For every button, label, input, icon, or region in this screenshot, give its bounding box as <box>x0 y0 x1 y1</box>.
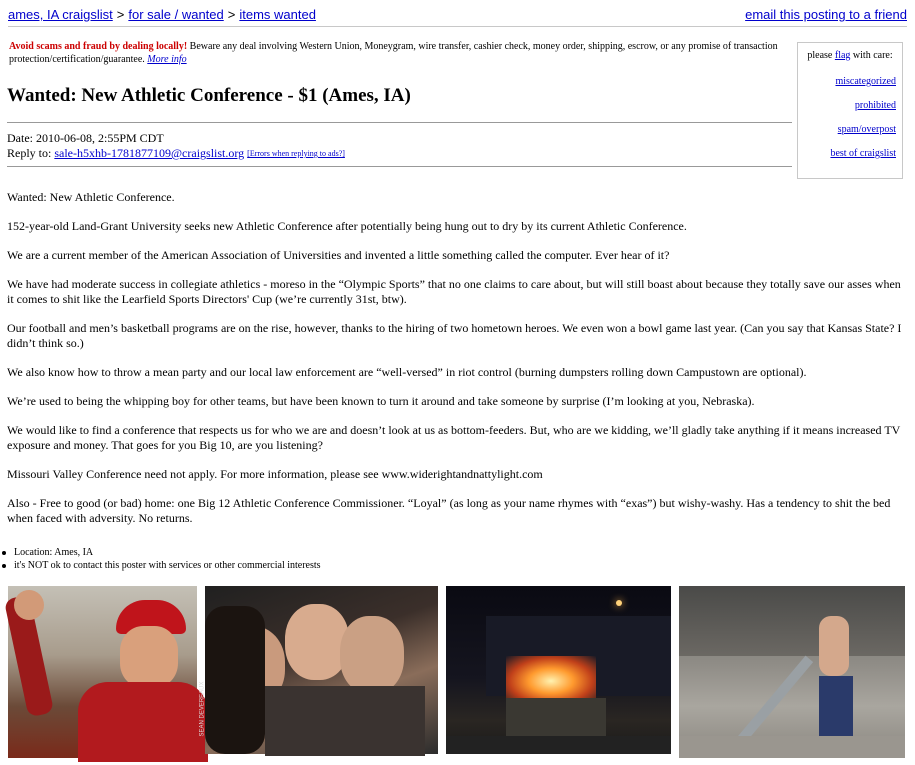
scam-warning <box>9 40 793 66</box>
body-paragraph: Missouri Valley Conference need not apply. For more information, please see www.widerightandnattylight.com <box>7 467 543 481</box>
top-navigation-bar <box>8 4 907 27</box>
posting-photo-fan[interactable] <box>8 586 197 758</box>
lamp-post <box>735 656 813 747</box>
flag-miscategorized-link[interactable]: miscategorized <box>835 76 896 87</box>
breadcrumb-subcategory-link[interactable]: items wanted <box>239 7 316 22</box>
breadcrumb-category-link[interactable]: for sale / wanted <box>128 7 224 22</box>
street-light <box>616 600 622 606</box>
flag-prefix: please <box>807 50 835 61</box>
flag-best-of-link[interactable]: best of craigslist <box>830 148 896 159</box>
flag-box <box>797 42 903 179</box>
body-paragraph: 152-year-old Land-Grant University seeks new Athletic Conference after potentially being hung out to dry by its current Athletic Conference. <box>7 219 687 233</box>
breadcrumb <box>8 7 316 22</box>
detail-contact-notice: it's NOT ok to contact this poster with services or other commercial interests <box>14 560 321 571</box>
posting-photo-fire[interactable] <box>446 586 671 754</box>
street <box>446 736 671 754</box>
flag-link[interactable]: flag <box>834 50 851 61</box>
breadcrumb-separator: > <box>227 7 236 22</box>
posting-title: Wanted: New Athletic Conference - $1 (Ames, IA) <box>7 85 411 106</box>
fan-fist <box>14 590 44 620</box>
flag-box-heading <box>804 50 896 61</box>
body-paragraph: We would like to find a conference that respects us for who we are and doesn’t look at us as bottom-feeders. But, who are we kidding, we’ll gladly take anything if it means increased TV exposure and money. That goes for you Big 10, are you listening? <box>7 423 901 452</box>
body-paragraph: We’re used to being the whipping boy for other teams, but have been known to turn it around and take someone by surprise (I’m looking at you, Nebraska). <box>7 394 755 408</box>
flag-prohibited-link[interactable]: prohibited <box>854 100 896 111</box>
body-paragraph: We have had moderate success in collegiate athletics - moreso in the “Olympic Sports” that no one claims to care about, but will still boast about because they totally save our asses when it comes to shit like the Learfield Sports Directors' Cup (we’re currently 31st, btw). <box>7 277 901 306</box>
body-paragraph: Our football and men’s basketball programs are on the rise, however, thanks to the hiring of two hometown heroes. We even won a bowl game last year. (Can you say that Kansas State? I didn’t think so.) <box>7 321 902 350</box>
email-posting-link[interactable]: email this posting to a friend <box>745 7 907 22</box>
posting-photo-party[interactable] <box>199 586 438 754</box>
photo-credit: SEAN DEVEREAUX <box>199 681 206 737</box>
body-paragraph: We are a current member of the American Association of Universities and invented a little something called the computer. Ever hear of it? <box>7 248 670 262</box>
reply-errors-link[interactable]: [Errors when replying to ads?] <box>247 149 345 158</box>
body-paragraph: We also know how to throw a mean party and our local law enforcement are “well-versed” in riot control (burning dumpsters rolling down Campustown are optional). <box>7 365 807 379</box>
flag-spam-link[interactable]: spam/overpost <box>837 124 896 135</box>
detail-location: Location: Ames, IA <box>14 546 321 559</box>
body-paragraph: Wanted: New Athletic Conference. <box>7 190 175 204</box>
posting-photo-crowd[interactable] <box>679 586 905 758</box>
posting-date: Date: 2010-06-08, 2:55PM CDT <box>7 131 164 145</box>
scam-warning-text: Beware any deal involving Western Union, Moneygram, wire transfer, cashier check, money order, shipping, escrow, or any promise of transaction protection/certification/guarantee. <box>9 41 778 65</box>
crowd-background <box>679 586 905 656</box>
more-info-link[interactable]: More info <box>147 54 187 65</box>
reply-line <box>7 146 345 161</box>
reply-email-link[interactable]: sale-h5xhb-1781877109@craigslist.org <box>54 146 245 160</box>
divider <box>7 166 792 167</box>
breadcrumb-city-link[interactable]: ames, IA craigslist <box>8 7 113 22</box>
posting-details <box>0 546 321 572</box>
fan-jacket <box>78 682 208 762</box>
posting-meta <box>7 131 345 161</box>
body-paragraph: Also - Free to good (or bad) home: one Big 12 Athletic Conference Commissioner. “Loyal” (as long as your name rhymes with “exas”) but wishy-washy. Has a tendency to shit the bed when faced with adversity. No returns. <box>7 496 891 525</box>
shirtless-man <box>819 616 849 676</box>
party-face-center <box>285 604 349 680</box>
breadcrumb-separator: > <box>116 7 125 22</box>
fan-face <box>120 626 178 688</box>
divider <box>7 122 792 123</box>
reply-label: Reply to: <box>7 146 55 160</box>
dumpster <box>506 698 606 738</box>
party-face-right <box>340 616 404 694</box>
flag-suffix: with care: <box>850 50 893 61</box>
party-hair <box>205 606 265 754</box>
ground <box>679 736 905 758</box>
scam-warning-bold: Avoid scams and fraud by dealing locally! <box>9 41 188 52</box>
party-shirt <box>265 686 425 756</box>
posting-body <box>7 190 903 540</box>
